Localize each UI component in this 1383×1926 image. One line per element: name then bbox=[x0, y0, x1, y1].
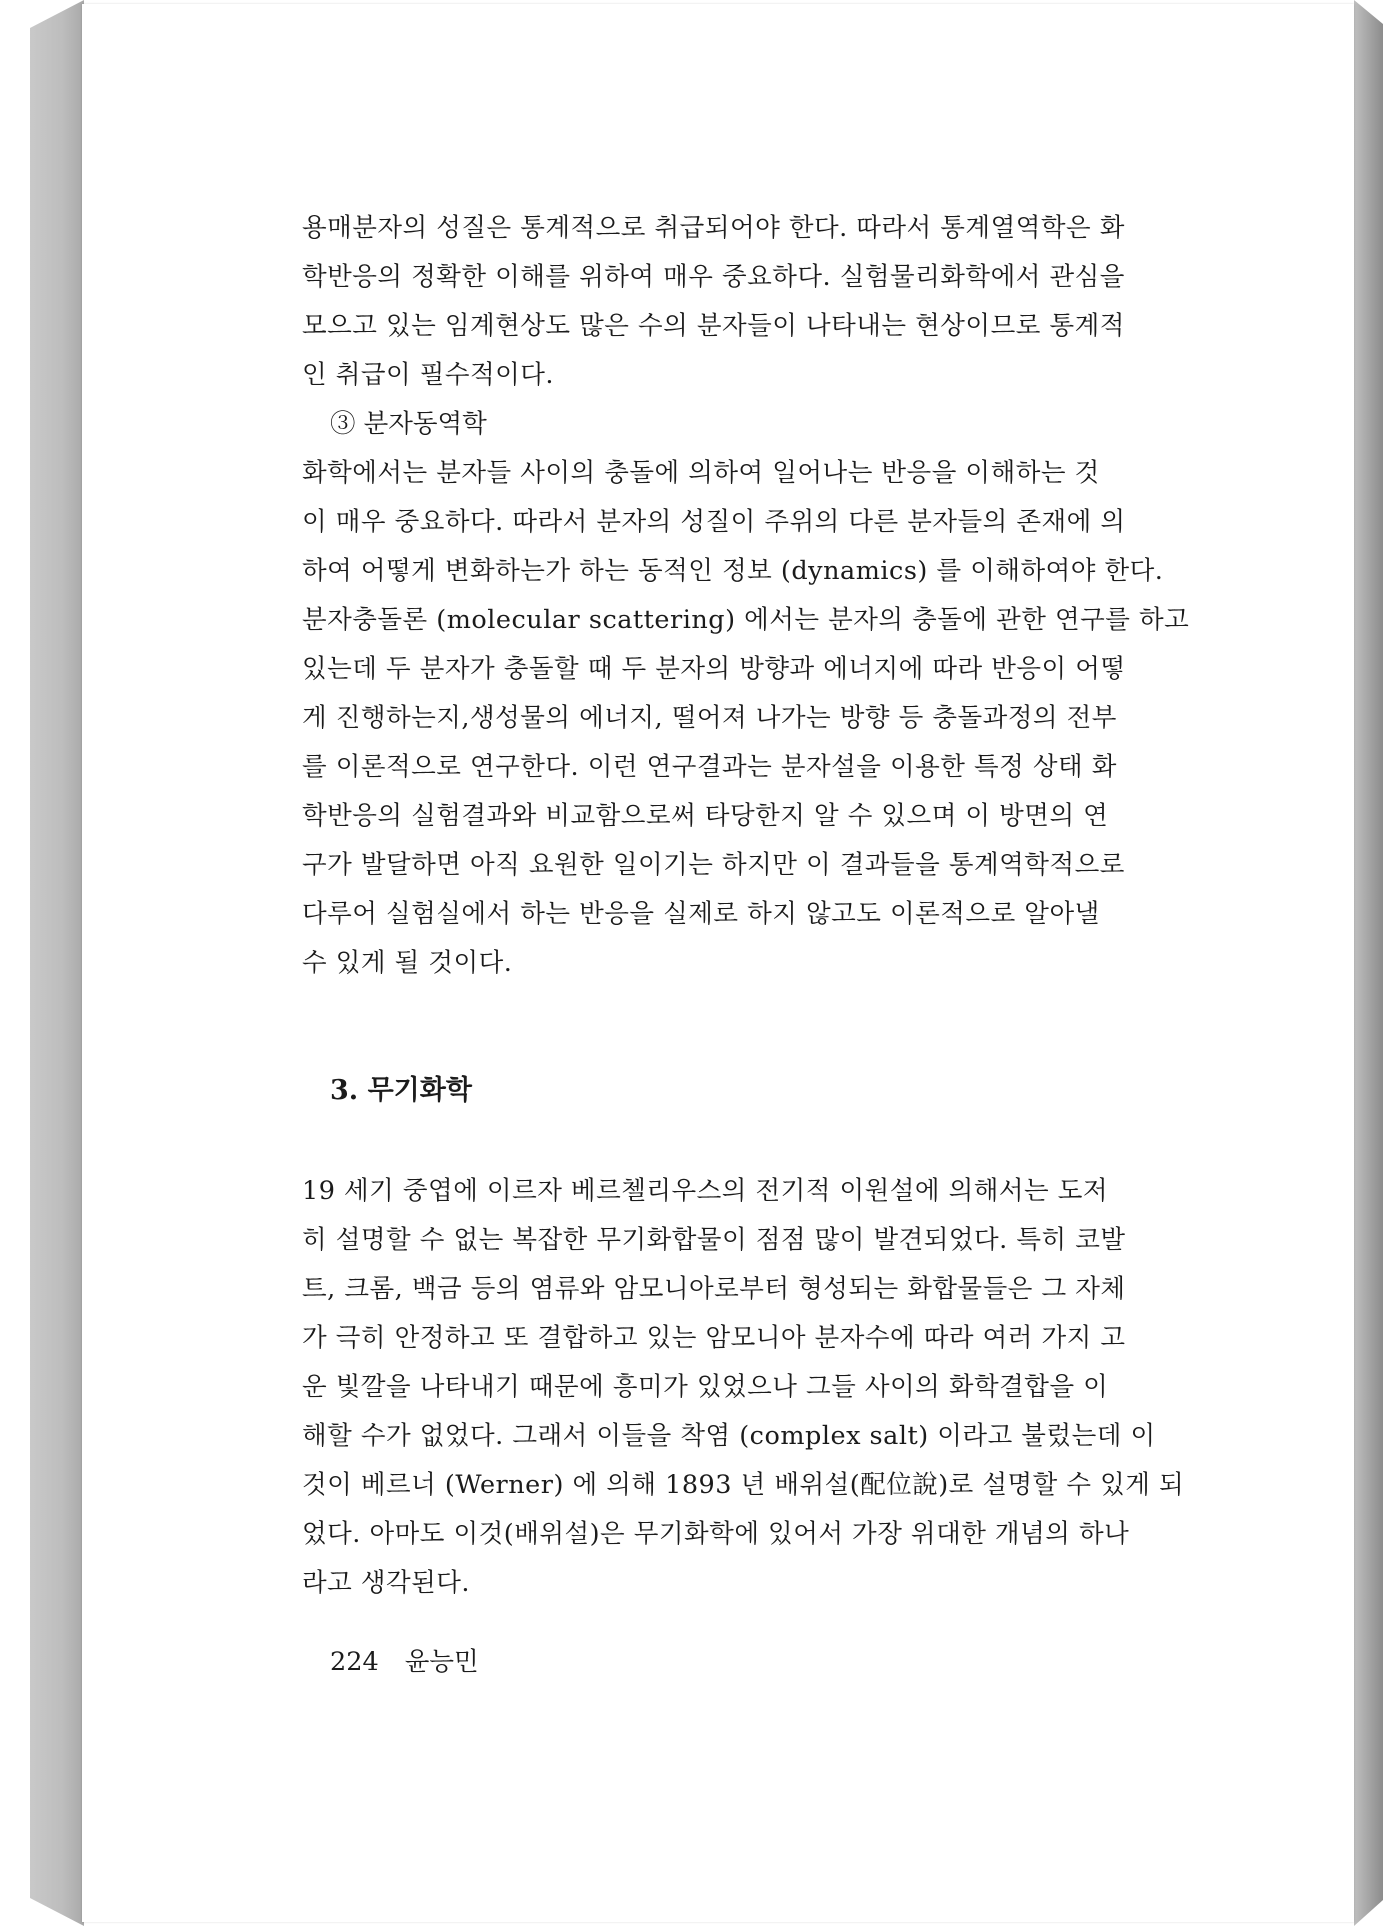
text-line: 19 세기 중엽에 이르자 베르첼리우스의 전기적 이원설에 의해서는 도저 bbox=[302, 1176, 1109, 1206]
subsection-paragraph bbox=[302, 449, 1338, 988]
text-line: 게 진행하는지,생성물의 에너지, 떨어져 나가는 방향 등 충돌과정의 전부 bbox=[302, 703, 1117, 733]
text-line: 트, 크롬, 백금 등의 염류와 암모니아로부터 형성되는 화합물들은 그 자체 bbox=[302, 1274, 1126, 1304]
page-number: 224 bbox=[330, 1647, 379, 1677]
book-right-edge bbox=[1354, 0, 1383, 1926]
text-line: 었다. 아마도 이것(배위설)은 무기화학에 있어서 가장 위대한 개념의 하나 bbox=[302, 1519, 1130, 1549]
text-line: 가 극히 안정하고 또 결합하고 있는 암모니아 분자수에 따라 여러 가지 고 bbox=[302, 1323, 1126, 1353]
page-footer bbox=[330, 1642, 1338, 1682]
text-line: 학반응의 정확한 이해를 위하여 매우 중요하다. 실험물리화학에서 관심을 bbox=[302, 262, 1125, 292]
text-line: 운 빛깔을 나타내기 때문에 흥미가 있었으나 그들 사이의 화학결합을 이 bbox=[302, 1372, 1109, 1402]
text-line: 모으고 있는 임계현상도 많은 수의 분자들이 나타내는 현상이므로 통계적 bbox=[302, 311, 1125, 341]
text-line: 학반응의 실험결과와 비교함으로써 타당한지 알 수 있으며 이 방면의 연 bbox=[302, 801, 1109, 831]
book-left-edge bbox=[30, 0, 84, 1926]
text-line: 다루어 실험실에서 하는 반응을 실제로 하지 않고도 이론적으로 알아낼 bbox=[302, 899, 1100, 929]
section-paragraph bbox=[302, 1167, 1338, 1608]
text-line: 인 취급이 필수적이다. bbox=[302, 360, 555, 390]
running-footer-author: 윤능민 bbox=[404, 1647, 479, 1677]
intro-paragraph bbox=[302, 204, 1338, 400]
text-line: 를 이론적으로 연구한다. 이런 연구결과는 분자설을 이용한 특정 상태 화 bbox=[302, 752, 1117, 782]
text-line: 해할 수가 없었다. 그래서 이들을 착염 (complex salt) 이라고 불렀는데 이 bbox=[302, 1421, 1156, 1451]
page-sheet bbox=[82, 4, 1354, 1922]
text-line: 수 있게 될 것이다. bbox=[302, 948, 513, 978]
text-line: 히 설명할 수 없는 복잡한 무기화합물이 점점 많이 발견되었다. 특히 코발 bbox=[302, 1225, 1126, 1255]
text-line: 하여 어떻게 변화하는가 하는 동적인 정보 (dynamics) 를 이해하여야 한다. bbox=[302, 556, 1164, 586]
text-line: 라고 생각된다. bbox=[302, 1568, 471, 1598]
text-line: 것이 베르너 (Werner) 에 의해 1893 년 배위설(配位說)로 설명할 수 있게 되 bbox=[302, 1470, 1185, 1500]
text-line: 분자충돌론 (molecular scattering) 에서는 분자의 충돌에 관한 연구를 하고 bbox=[302, 605, 1190, 635]
section-heading: 3. 무기화학 bbox=[330, 1075, 472, 1106]
subsection-heading: ③ 분자동역학 bbox=[330, 409, 487, 439]
text-line: 있는데 두 분자가 충돌할 때 두 분자의 방향과 에너지에 따라 반응이 어떻 bbox=[302, 654, 1126, 684]
text-line: 화학에서는 분자들 사이의 충돌에 의하여 일어나는 반응을 이해하는 것 bbox=[302, 458, 1100, 488]
text-line: 이 매우 중요하다. 따라서 분자의 성질이 주위의 다른 분자들의 존재에 의 bbox=[302, 507, 1126, 537]
page-text-block bbox=[302, 204, 1338, 1682]
text-line: 용매분자의 성질은 통계적으로 취급되어야 한다. 따라서 통계열역학은 화 bbox=[302, 213, 1125, 243]
text-line: 구가 발달하면 아직 요원한 일이기는 하지만 이 결과들을 통계역학적으로 bbox=[302, 850, 1125, 880]
